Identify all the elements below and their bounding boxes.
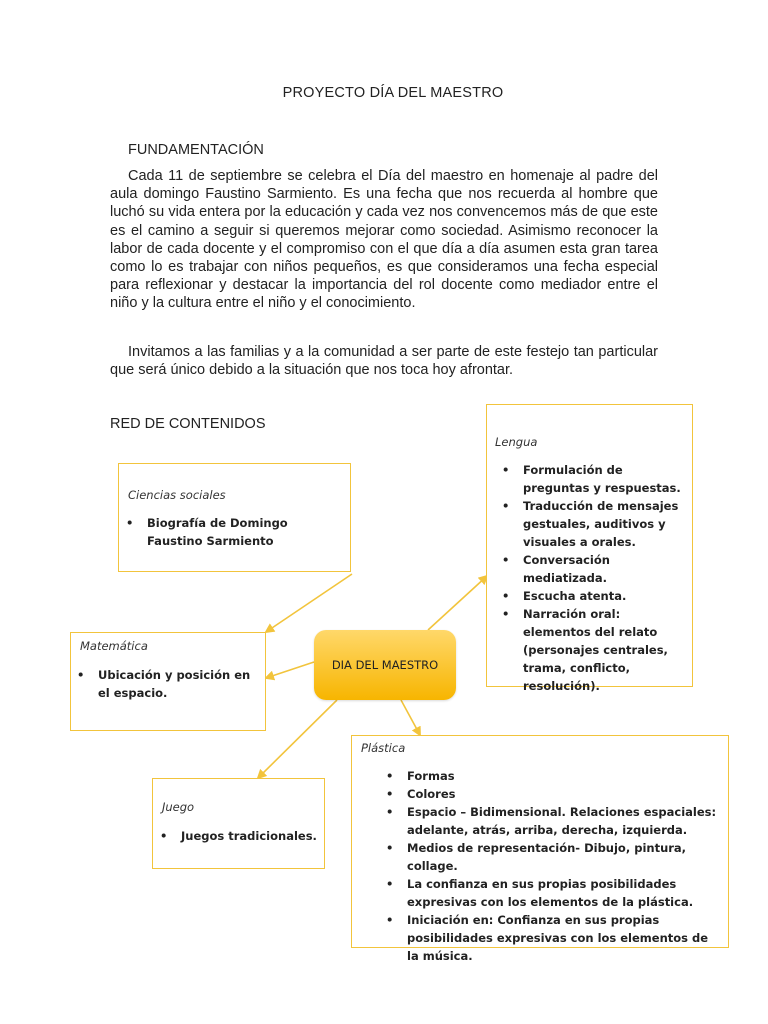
list-item: • Escucha atenta. — [523, 587, 687, 605]
box-plastica — [351, 735, 729, 963]
matematica-label: Matemática — [80, 639, 148, 653]
plastica-label: Plástica — [361, 741, 406, 755]
list-item: • Colores — [407, 785, 717, 803]
list-item: • Conversación mediatizada. — [523, 551, 687, 587]
list-item: • Juegos tradicionales. — [181, 827, 321, 845]
center-node-dia-del-maestro: DIA DEL MAESTRO — [314, 630, 456, 700]
lengua-label: Lengua — [495, 435, 538, 449]
list-item: • Medios de representación- Dibujo, pintura, collage. — [407, 839, 717, 875]
list-item: • Formas — [407, 767, 717, 785]
arrow-center-to-matematica — [266, 662, 314, 678]
box-ciencias-sociales — [118, 463, 351, 572]
arrow-to-matematica — [266, 574, 352, 632]
list-item: • La confianza en sus propias posibilidades expresivas con los elementos de la plástica. — [407, 875, 717, 911]
paragraph-fundamentacion: Cada 11 de septiembre se celebra el Día del maestro en homenaje al padre del aula domingo Faustino Sarmiento. Es una fecha que nos recuerda al hombre que luchó su vida entera por la educación y cada vez nos convencemos más de que este es el camino a seguir si queremos mejorar como sociedad. Asimismo reconocer la labor de cada docente y el compromiso con el que día a día asumen esta gran tarea como lo es trabajar con niños pequeños, es que consideramos una fecha especial para reflexionar y destacar la importancia del rol docente como mediador entre el niño y la cultura entre el niño y el conocimiento. — [110, 168, 658, 312]
box-lengua — [486, 404, 693, 693]
section-heading-fundamentacion: FUNDAMENTACIÓN — [128, 142, 264, 158]
arrow-center-to-juego — [258, 700, 337, 778]
list-item: • Narración oral: elementos del relato (personajes centrales, trama, conflicto, resolución). — [523, 605, 687, 695]
arrow-center-to-lengua — [428, 576, 487, 630]
ciencias-label: Ciencias sociales — [128, 488, 226, 502]
section-heading-red-contenidos: RED DE CONTENIDOS — [110, 416, 266, 432]
arrow-center-to-plastica — [401, 700, 420, 735]
list-item: • Espacio – Bidimensional. Relaciones espaciales: adelante, atrás, arriba, derecha, izquierda. — [407, 803, 717, 839]
juego-label: Juego — [162, 800, 195, 814]
box-juego — [152, 778, 325, 869]
paragraph-invitacion: Invitamos a las familias y a la comunidad a ser parte de este festejo tan particular que será único debido a la situación que nos toca hoy afrontar. — [110, 344, 658, 379]
document-title: PROYECTO DÍA DEL MAESTRO — [282, 85, 504, 101]
box-matematica — [70, 632, 266, 731]
list-item: • Traducción de mensajes gestuales, auditivos y visuales a orales. — [523, 497, 687, 551]
list-item: • Ubicación y posición en el espacio. — [98, 666, 258, 702]
list-item: • Iniciación en: Confianza en sus propias posibilidades expresivas con los elementos de la música. — [407, 911, 717, 965]
list-item: • Formulación de preguntas y respuestas. — [523, 461, 687, 497]
list-item: • Biografía de Domingo Faustino Sarmiento — [147, 514, 342, 550]
